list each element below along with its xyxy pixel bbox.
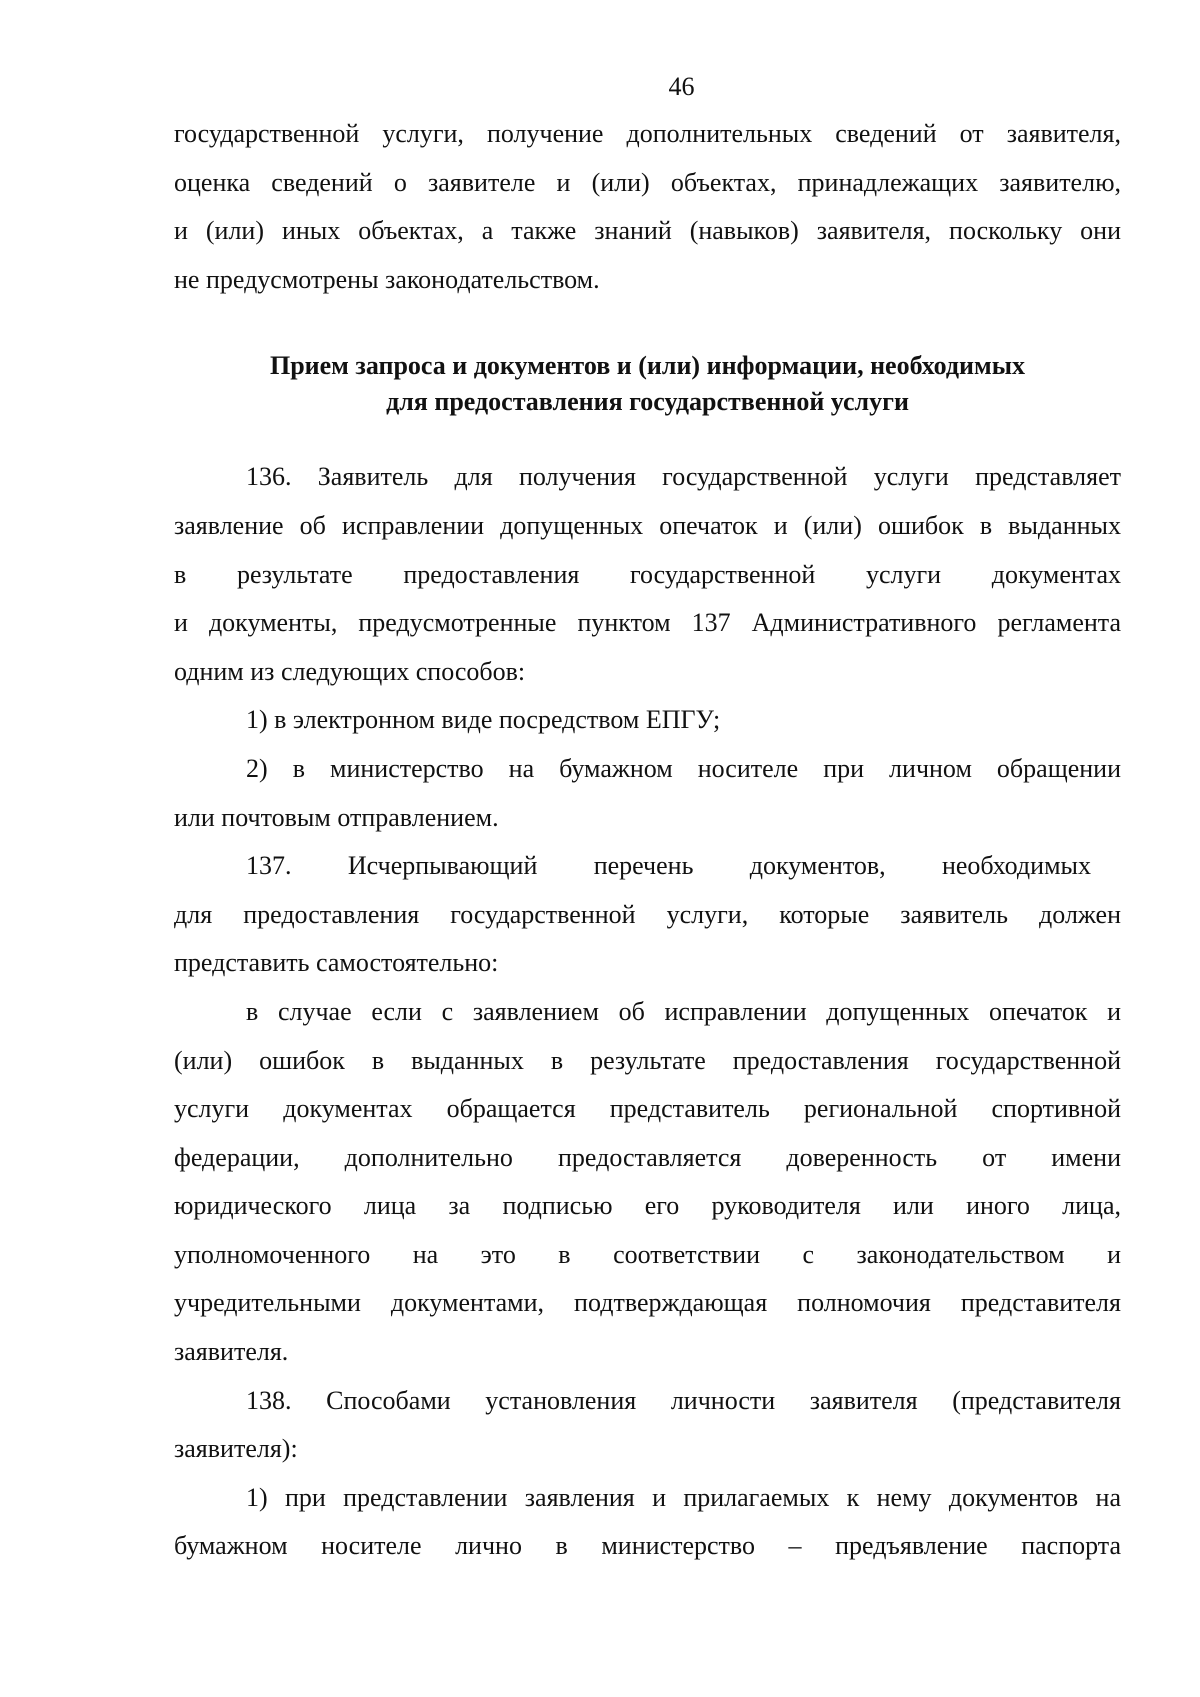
text-line: юридического лица за подписью его руководителя или иного лица, [174,1191,1121,1221]
section-heading [174,348,1121,420]
text-line: 2) в министерство на бумажном носителе при личном обращении [246,753,1121,783]
text-line: оценка сведений о заявителе и (или) объектах, принадлежащих заявителю, [174,167,1121,197]
paragraph-136-item-1 [174,696,1121,745]
text-line: представить самостоятельно: [174,948,499,978]
paragraph-137 [174,842,1121,988]
text-line: (или) ошибок в выданных в результате предоставления государственной [174,1045,1121,1075]
text-line: уполномоченного на это в соответствии с законодательством и [174,1239,1121,1269]
text-line: и (или) иных объектах, а также знаний (навыков) заявителя, поскольку они [174,216,1121,246]
text-line: государственной услуги, получение дополнительных сведений от заявителя, [174,119,1121,148]
text-line: и документы, предусмотренные пунктом 137 Административного регламента [174,608,1121,638]
section-heading-line: Прием запроса и документов и (или) информации, необходимых [269,351,1026,381]
paragraph-136-item-2 [174,745,1121,842]
text-line: федерации, дополнительно предоставляется доверенность от имени [174,1142,1121,1172]
document-page [174,64,1121,1571]
text-line: в результате предоставления государственной услуги документах [174,559,1121,589]
text-line: 138. Способами установления личности заявителя (представителя [246,1385,1121,1415]
text-line: заявление об исправлении допущенных опечаток и (или) ошибок в выданных [174,510,1121,540]
text-line: или почтовым отправлением. [174,802,499,832]
text-line: заявителя. [174,1337,289,1367]
text-line: 137. Исчерпывающий перечень документов, необходимых [246,851,1091,881]
paragraph-136 [174,453,1121,696]
paragraph-138-item-1 [174,1474,1121,1571]
text-line: услуги документах обращается представитель региональной спортивной [174,1094,1121,1124]
text-line: учредительными документами, подтверждающая полномочия представителя [174,1288,1121,1318]
text-line: 136. Заявитель для получения государственной услуги представляет [246,462,1121,492]
section-heading-line: для предоставления государственной услуги [386,387,909,417]
intro-paragraph [174,110,1121,304]
text-line: не предусмотрены законодательством. [174,264,600,294]
text-line: в случае если с заявлением об исправлении допущенных опечаток и [246,996,1121,1026]
text-line: для предоставления государственной услуги, которые заявитель должен [174,899,1121,929]
page-number: 46 [668,72,695,101]
text-line: бумажном носителе лично в министерство – предъявление паспорта [174,1531,1121,1561]
text-line: 1) при представлении заявления и прилагаемых к нему документов на [246,1482,1121,1512]
paragraph-137-case [174,988,1121,1377]
text-line: 1) в электронном виде посредством ЕПГУ; [246,705,721,735]
text-line: заявителя): [174,1434,298,1464]
text-line: одним из следующих способов: [174,656,526,686]
paragraph-138 [174,1377,1121,1474]
